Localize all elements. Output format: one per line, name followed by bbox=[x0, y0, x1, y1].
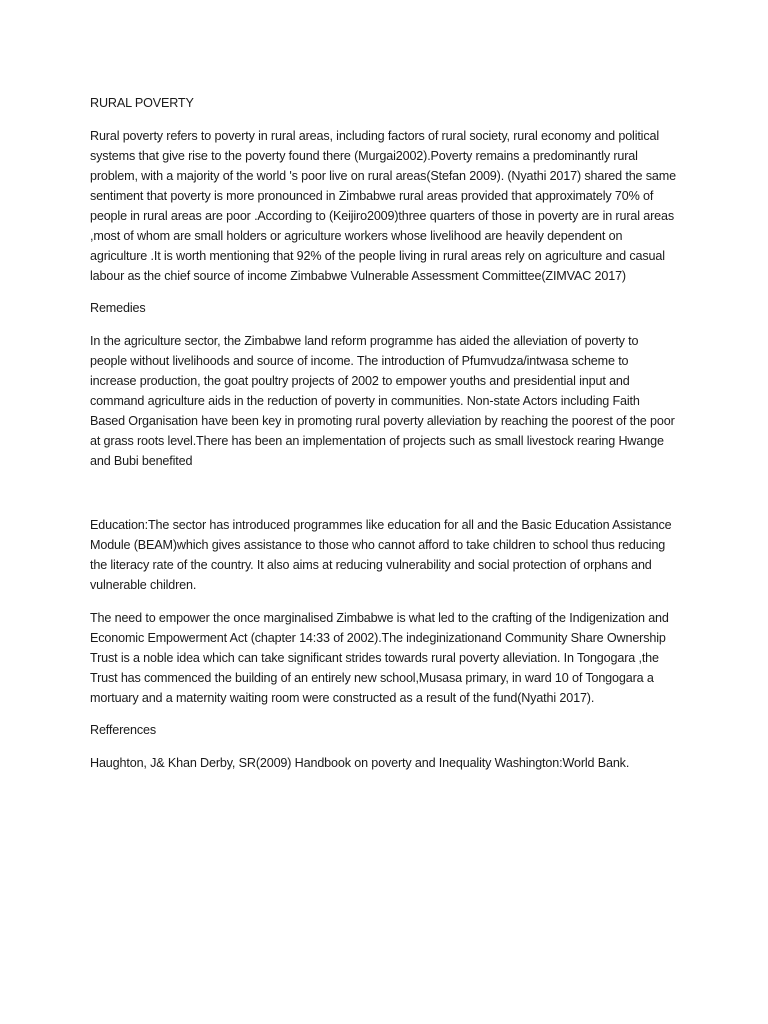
document-title: RURAL POVERTY bbox=[90, 96, 194, 110]
remedies-heading: Remedies bbox=[90, 301, 146, 315]
document-body bbox=[90, 93, 676, 785]
intro-paragraph: Rural poverty refers to poverty in rural areas, including factors of rural society, rural economy and political systems that give rise to the poverty found there (Murgai2002).Poverty remains a predominantly rural problem, with a majority of the world 's poor live on rural areas(Stefan 2009). (Nyathi 2017) shared the same sentiment that poverty is more pronounced in Zimbabwe rural areas provided that approximately 70% of people in rural areas are poor .According to (Keijiro2009)three quarters of those in poverty are in rural areas ,most of whom are small holders or agriculture workers whose livelihood are heavily dependent on agriculture .It is worth mentioning that 92% of the people living in rural areas rely on agriculture and casual labour as the chief source of income Zimbabwe Vulnerable Assessment Committee(ZIMVAC 2017) bbox=[90, 128, 676, 283]
education-paragraph: Education:The sector has introduced programmes like education for all and the Basic Education Assistance Module (BEAM)which gives assistance to those who cannot afford to take children to school thus reducing the literacy rate of the country. It also aims at reducing vulnerability and social protection of orphans and vulnerable children. bbox=[90, 518, 672, 592]
empowerment-paragraph: The need to empower the once marginalised Zimbabwe is what led to the crafting of the Indigenization and Economic Empowerment Act (chapter 14:33 of 2002).The indeginizationand Community Share Ownership Trust is a noble idea which can take significant strides towards rural poverty alleviation. In Tongogara ,the Trust has commenced the building of an entirely new school,Musasa primary, in ward 10 of Tongogara a mortuary and a maternity waiting room were constructed as a result of the fund(Nyathi 2017). bbox=[90, 610, 669, 705]
references-heading: Refferences bbox=[90, 723, 157, 737]
blank-line bbox=[90, 483, 676, 515]
reference-entry: Haughton, J& Khan Derby, SR(2009) Handbook on poverty and Inequality Washington:World Bank. bbox=[90, 755, 630, 770]
agriculture-paragraph: In the agriculture sector, the Zimbabwe land reform programme has aided the alleviation of poverty to people without livelihoods and source of income. The introduction of Pfumvudza/intwasa scheme to increase production, the goat poultry projects of 2002 to empower youths and presidential input and command agriculture aids in the reduction of poverty in communities. Non-state Actors including Faith Based Organisation have been key in promoting rural poverty alleviation by reaching the poorest of the poor at grass roots level.There has been an implementation of projects such as small livestock rearing Hwange and Bubi benefited bbox=[90, 333, 675, 468]
